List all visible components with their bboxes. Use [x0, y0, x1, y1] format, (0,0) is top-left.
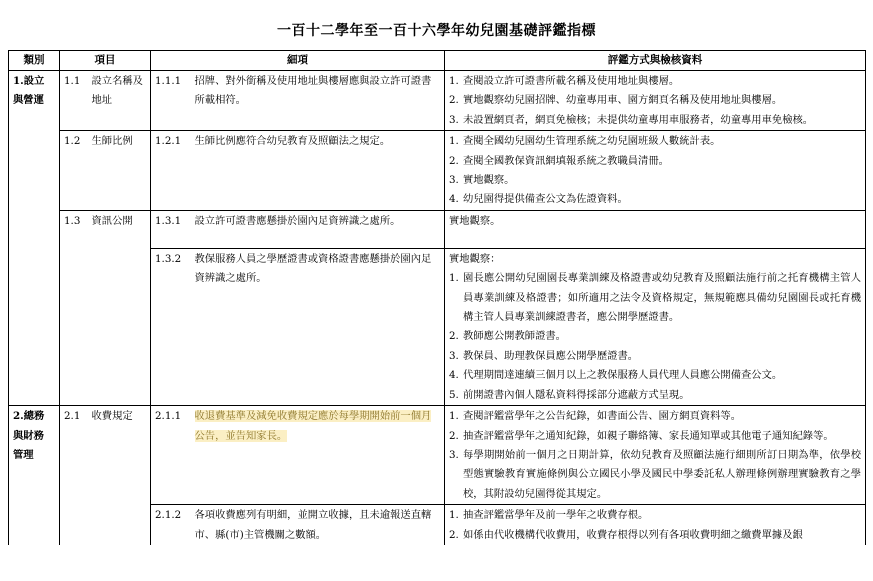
detail-number: 2.1.1	[151, 406, 191, 505]
list-item: 1. 查閱設立許可證書所載名稱及使用地址與樓層。	[449, 75, 680, 87]
evaluation-list	[449, 506, 861, 545]
detail-number: 1.3.1	[151, 210, 191, 248]
table-row	[9, 406, 866, 505]
detail-number: 2.1.2	[151, 505, 191, 545]
list-item: 3. 未設置網頁者，網頁免檢核；未提供幼童專用車服務者，幼童專用車免檢核。	[449, 113, 814, 126]
detail-number: 1.2.1	[151, 131, 191, 211]
evaluation-list	[449, 269, 861, 405]
list-item: 2. 教師應公開教師證書。	[449, 330, 566, 343]
category-name: 總務	[23, 410, 45, 423]
header-detail: 細項	[151, 51, 445, 71]
evaluation-cell	[445, 505, 866, 545]
detail-text: 設立許可證書應懸掛於園內足資辨識之處所。	[191, 210, 445, 248]
item-number: 1.1	[60, 71, 88, 131]
detail-number: 1.1.1	[151, 71, 191, 131]
list-item: 1. 園長應公開幼兒園園長專業訓練及格證書或幼兒教育及照顧法施行前之托育機構主管人員專業訓練及格證書；如所適用之法令及資格規定，無規範應具備幼兒園園長或托育機構主管人員專業訓練證書者，應公開學歷證書。	[449, 272, 861, 324]
table-row	[9, 71, 866, 131]
list-item: 3. 每學期開始前一個月之日期計算，依幼兒教育及照顧法施行細則所訂日期為準，依學校型態實驗教育實施條例與公立國民小學及國民中學委託私人辦理條例辦理實驗教育之學校，其附設幼兒園得從其規定。	[449, 448, 861, 500]
list-item: 1. 抽查評鑑當學年及前一學年之收費存根。	[449, 509, 649, 522]
evaluation-cell	[445, 131, 866, 211]
detail-text: 教保服務人員之學歷證書或資格證書應懸掛於園內足資辨識之處所。	[191, 248, 445, 405]
list-item: 2. 抽查評鑑當學年之通知紀錄，如親子聯絡簿、家長通知單或其他電子通知紀錄等。	[449, 429, 834, 442]
category-number: 2.	[13, 410, 24, 423]
detail-text: 招牌、對外銜稱及使用地址與樓層應與設立許可證書所載相符。	[191, 71, 445, 131]
evaluation-cell	[445, 210, 866, 248]
category-name: 設立	[23, 75, 45, 87]
highlighted-text: 收退費基準及減免收費規定應於每學期開始前一個月公告，並告知家長。	[194, 410, 432, 442]
detail-text: 各項收費應列有明細，並開立收據，且未逾報送直轄市、縣(市)主管機關之數額。	[191, 505, 445, 545]
list-item: 4. 幼兒園得提供備查公文為佐證資料。	[449, 193, 628, 206]
list-item: 2. 查閱全國教保資訊網填報系統之教職員清冊。	[449, 154, 669, 167]
detail-text: 生師比例應符合幼兒教育及照顧法之規定。	[191, 131, 445, 211]
evaluation-list	[449, 132, 861, 210]
list-item: 1. 查閱評鑑當學年之公告紀錄，如書面公告、園方網頁資料等。	[449, 410, 742, 423]
category-2	[9, 406, 60, 545]
list-item: 4. 代理期間達連續三個月以上之教保服務人員代理人員應公開備查公文。	[449, 369, 783, 382]
category-name-line2: 與財務	[13, 429, 44, 442]
evaluation-list	[449, 407, 861, 504]
evaluation-cell	[445, 71, 866, 131]
detail-number: 1.3.2	[151, 248, 191, 405]
evaluation-cell	[445, 248, 866, 405]
category-name-line3: 管理	[13, 448, 34, 461]
header-category: 類別	[9, 51, 60, 71]
item-name: 設立名稱及地址	[88, 71, 151, 131]
item-name: 生師比例	[88, 131, 151, 211]
header-item: 項目	[60, 51, 151, 71]
item-number: 2.1	[60, 406, 88, 545]
detail-text	[191, 406, 445, 505]
category-1	[9, 71, 60, 406]
item-number: 1.3	[60, 210, 88, 405]
list-item: 1. 查閱全國幼兒園幼生管理系統之幼兒園班級人數統計表。	[449, 135, 721, 148]
evaluation-cell	[445, 406, 866, 505]
list-item: 2. 如係由代收機構代收費用，收費存根得以列有各項收費明細之繳費單據及銀	[449, 528, 803, 541]
document-title: 一百十二學年至一百十六學年幼兒園基礎評鑑指標	[277, 23, 596, 39]
evaluation-intro: 實地觀察。	[449, 214, 501, 227]
item-name: 資訊公開	[88, 210, 151, 405]
evaluation-list	[449, 72, 861, 130]
category-number: 1.	[13, 75, 24, 87]
list-item: 3. 實地觀察。	[449, 174, 515, 187]
evaluation-intro: 實地觀察：	[449, 252, 501, 265]
table-header-row	[9, 51, 866, 71]
table-row	[9, 210, 866, 248]
item-name: 收費規定	[88, 406, 151, 545]
list-item: 5. 前開證書內個人隱私資料得採部分遮蔽方式呈現。	[449, 388, 690, 401]
category-name-line2: 與營運	[13, 94, 44, 107]
list-item: 2. 實地觀察幼兒園招牌、幼童專用車、園方網頁名稱及使用地址與樓層。	[449, 94, 783, 107]
table-row	[9, 131, 866, 211]
list-item: 3. 教保員、助理教保員應公開學歷證書。	[449, 349, 639, 362]
header-evaluation: 評鑑方式與檢核資料	[445, 51, 866, 71]
evaluation-table	[8, 50, 866, 545]
item-number: 1.2	[60, 131, 88, 211]
